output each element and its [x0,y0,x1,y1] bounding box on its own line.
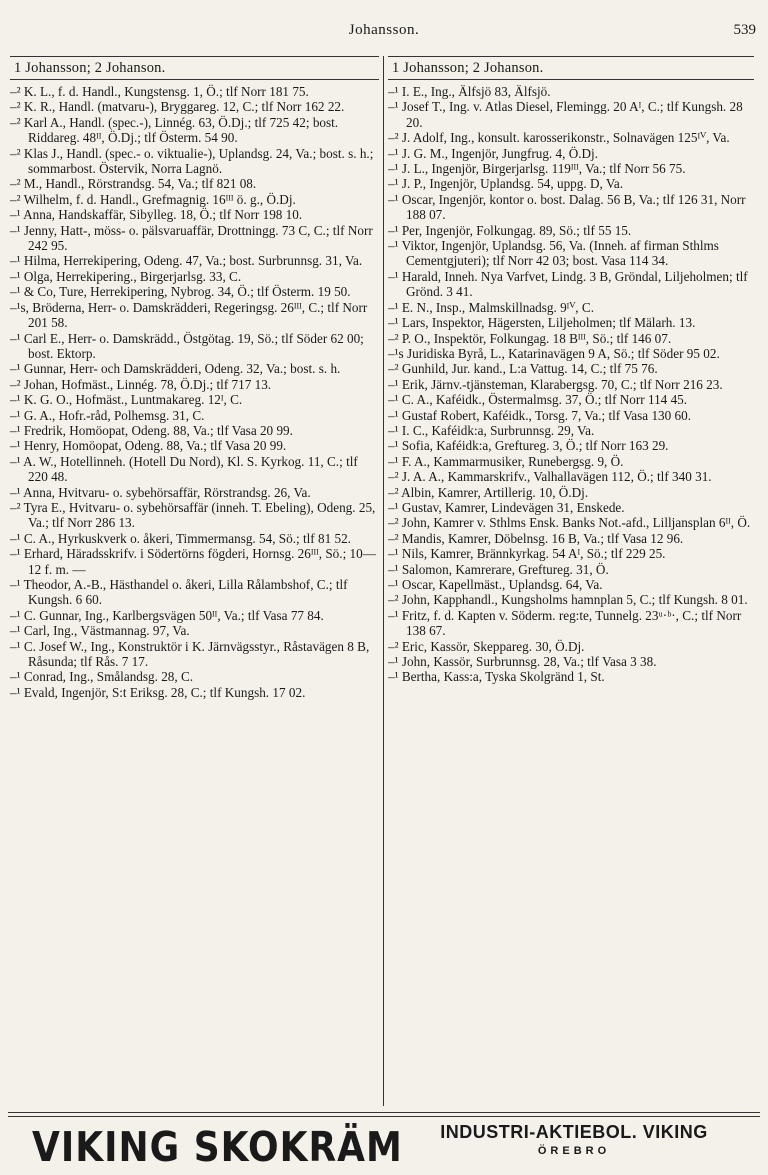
directory-entry: –¹ & Co, Ture, Herrekipering, Nybrog. 34, Ö.; tlf Österm. 19 50. [10,284,351,300]
directory-entry: –¹ Theodor, A.-B., Hästhandel o. åkeri, Lilla Rålambshof, C.; tlf Kungsh. 6 60. [10,577,348,608]
directory-entry: –² Mandis, Kamrer, Döbelnsg. 16 B, Va.; tlf Vasa 12 96. [388,530,684,546]
directory-entry: –¹ Harald, Inneh. Nya Varfvet, Lindg. 3 B, Gröndal, Liljeholmen; tlf Grönd. 3 41. [388,268,748,300]
directory-entry: –¹ Lars, Inspektor, Hägersten, Liljeholmen; tlf Mälarh. 13. [388,315,696,331]
directory-entry: –¹ E. N., Insp., Malmskillnadsg. 9ᴵⱽ, C. [388,299,594,315]
advertisement-company-city: ÖREBRO [537,1145,611,1157]
directory-entry: –¹ Carl, Ing., Västmannag. 97, Va. [10,623,190,639]
directory-entry: –¹ Anna, Hvitvaru- o. sybehörsaffär, Rörstrandsg. 26, Va. [10,484,311,500]
directory-entry: –² Albin, Kamrer, Artillerig. 10, Ö.Dj. [388,484,589,500]
running-head: Johansson. [348,22,420,38]
directory-entry: –¹ I. C., Kaféidk:a, Surbrunnsg. 29, Va. [388,422,595,438]
directory-entry: –¹ Gunnar, Herr- och Damskrädderi, Odeng. 32, Va.; bost. s. h. [10,361,341,377]
directory-entry: –¹ Hilma, Herrekipering, Odeng. 47, Va.; bost. Surbrunnsg. 31, Va. [10,253,363,269]
directory-entry: –¹ F. A., Kammarmusiker, Runebergsg. 9, Ö. [388,453,624,469]
directory-entry: –¹ K. G. O., Hofmäst., Luntmakareg. 12ᴵ, C. [10,392,243,408]
right-entry-list [388,84,754,685]
directory-entry: –¹ C. A., Hyrkuskverk o. åkeri, Timmermansg. 54, Sö.; tlf 81 52. [10,530,351,546]
directory-entry: –¹s, Bröderna, Herr- o. Damskrädderi, Regeringsg. 26ᴵᴵᴵ, C.; tlf Norr 201 58. [10,299,368,331]
directory-entry: –¹ J. L., Ingenjör, Birgerjarlsg. 119ᴵᴵᴵ, Va.; tlf Norr 56 75. [388,161,686,177]
directory-entry: –¹ Erhard, Häradsskrifv. i Södertörns fögderi, Hornsg. 26ᴵᴵᴵ, Sö.; 10—12 f. m. — [10,546,376,577]
directory-entry: –¹ Olga, Herrekipering., Birgerjarlsg. 33, C. [10,268,242,284]
directory-entry: –² Klas J., Handl. (spec.- o. viktualie-), Uplandsg. 24, Va.; bost. s. h.; sommarbost. Östervik, Norra Lagnö. [10,145,374,177]
directory-entry: –² J. A. A., Kammarskrifv., Valhallavägen 112, Ö.; tlf 340 31. [388,469,712,485]
directory-entry: –¹ C. Gunnar, Ing., Karlbergsvägen 50ᴵᴵ, Va.; tlf Vasa 77 84. [10,607,324,623]
directory-entry: –¹ Gustaf Robert, Kaféidk., Torsg. 7, Va.; tlf Vasa 130 60. [388,407,692,423]
directory-entry: –¹ Josef T., Ing. v. Atlas Diesel, Flemingg. 20 Aᴵ, C.; tlf Kungsh. 28 20. [388,99,743,130]
directory-entry: –¹s Juridiska Byrå, L., Katarinavägen 9 A, Sö.; tlf Söder 95 02. [388,345,720,361]
directory-entry: –² Wilhelm, f. d. Handl., Grefmagnig. 16ᴵᴵᴵ ö. g., Ö.Dj. [10,191,296,207]
directory-columns [8,56,760,1106]
directory-entry: –¹ J. G. M., Ingenjör, Jungfrug. 4, Ö.Dj. [388,145,599,161]
directory-entry: –¹ Fritz, f. d. Kapten v. Söderm. reg:te, Tunnelg. 23ᵘ·ᵇ·, C.; tlf Norr 138 67. [388,607,742,639]
directory-entry: –¹ Nils, Kamrer, Brännkyrkag. 54 Aᴵ, Sö.; tlf 229 25. [388,546,666,562]
directory-entry: –¹ Viktor, Ingenjör, Uplandsg. 56, Va. (Inneh. af firman Sthlms Cementgjuteri); tlf Norr 42 03; bost. Vasa 114 34. [388,238,719,269]
advertisement-company [424,1122,724,1157]
directory-entry: –¹ Oscar, Ingenjör, kontor o. bost. Dalag. 56 B, Va.; tlf 126 31, Norr 188 07. [388,191,746,223]
directory-entry: –¹ J. P., Ingenjör, Uplandsg. 54, uppg. D, Va. [388,176,624,192]
directory-entry: –² Johan, Hofmäst., Linnég. 78, Ö.Dj.; tlf 717 13. [10,376,272,392]
left-entry-list [10,84,379,700]
footer-rule-bottom [8,1116,760,1117]
directory-entry: –² Gunhild, Jur. kand., L:a Vattug. 14, C.; tlf 75 76. [388,361,658,377]
left-column-head: 1 Johansson; 2 Johanson. [10,56,379,80]
directory-entry: –² K. L., f. d. Handl., Kungstensg. 1, Ö.; tlf Norr 181 75. [10,84,309,99]
directory-entry: –² Karl A., Handl. (spec.-), Linnég. 63, Ö.Dj.; tlf 725 42; bost. Riddareg. 48ᴵᴵ, Ö.Dj.; tlf Österm. 54 90. [10,114,339,146]
directory-entry: –¹ I. E., Ing., Älfsjö 83, Älfsjö. [388,84,551,99]
directory-entry: –² John, Kapphandl., Kungsholms hamnplan 5, C.; tlf Kungsh. 8 01. [388,592,748,608]
footer-rule-top [8,1112,760,1113]
right-column-head: 1 Johansson; 2 Johanson. [388,56,754,80]
directory-entry: –¹ Oscar, Kapellmäst., Uplandsg. 64, Va. [388,577,603,592]
directory-entry: –² K. R., Handl. (matvaru-), Bryggareg. 12, C.; tlf Norr 162 22. [10,99,345,115]
directory-entry: –¹ A. W., Hotellinneh. (Hotell Du Nord), Kl. S. Kyrkog. 11, C.; tlf 220 48. [10,453,358,485]
advertisement-brand: VIKING SKOKRÄM [32,1124,403,1172]
directory-entry: –² M., Handl., Rörstrandsg. 54, Va.; tlf 821 08. [10,176,257,192]
page-number: 539 [733,22,756,38]
directory-entry: –¹ C. A., Kaféidk., Östermalmsg. 37, Ö.; tlf Norr 114 45. [388,392,688,408]
directory-entry: –¹ Henry, Homöopat, Odeng. 88, Va.; tlf Vasa 20 99. [10,438,287,454]
directory-entry: –² P. O., Inspektör, Folkungag. 18 Bᴵᴵᴵ, Sö.; tlf 146 07. [388,330,672,346]
directory-entry: –¹ Erik, Järnv.-tjänsteman, Klarabergsg. 70, C.; tlf Norr 216 23. [388,376,723,392]
directory-entry: –¹ Fredrik, Homöopat, Odeng. 88, Va.; tlf Vasa 20 99. [10,422,293,438]
directory-entry: –¹ Jenny, Hatt-, möss- o. pälsvaruaffär, Drottningg. 73 C, C.; tlf Norr 242 95. [10,222,373,254]
directory-entry: –¹ Salomon, Kamrerare, Greftureg. 31, Ö. [388,561,609,577]
directory-entry: –¹ Evald, Ingenjör, S:t Eriksg. 28, C.; tlf Kungsh. 17 02. [10,684,306,700]
right-column [383,56,758,1106]
directory-entry: –¹ Carl E., Herr- o. Damskrädd., Östgötag. 19, Sö.; tlf Söder 62 00; bost. Ektorp. [10,330,364,361]
directory-entry: –² Eric, Kassör, Skeppareg. 30, Ö.Dj. [388,638,585,654]
directory-entry: –¹ Gustav, Kamrer, Lindevägen 31, Enskede. [388,499,625,515]
left-column [8,56,383,1106]
directory-entry: –¹ Sofia, Kaféidk:a, Greftureg. 3, Ö.; tlf Norr 163 29. [388,438,669,454]
directory-entry: –¹ C. Josef W., Ing., Konstruktör i K. Järnvägsstyr., Råstavägen 8 B, Råsunda; tlf Rås. 7 17. [10,638,370,670]
directory-entry: –¹ Anna, Handskaffär, Sibylleg. 18, Ö.; tlf Norr 198 10. [10,207,303,223]
directory-entry: –² Tyra E., Hvitvaru- o. sybehörsaffär (inneh. T. Ebeling), Odeng. 25, Va.; tlf Norr 286 13. [10,499,376,531]
directory-entry: –¹ Per, Ingenjör, Folkungag. 89, Sö.; tlf 55 15. [388,222,632,238]
directory-entry: –¹ Conrad, Ing., Smålandsg. 28, C. [10,669,194,685]
directory-entry: –¹ John, Kassör, Surbrunnsg. 28, Va.; tlf Vasa 3 38. [388,654,657,670]
advertisement-company-name: INDUSTRI-AKTIEBOL. VIKING [440,1122,708,1142]
directory-entry: –² John, Kamrer v. Sthlms Ensk. Banks Not.-afd., Lilljansplan 6ᴵᴵ, Ö. [388,515,751,531]
directory-entry: –¹ G. A., Hofr.-råd, Polhemsg. 31, C. [10,407,205,423]
directory-entry: –² J. Adolf, Ing., konsult. karosserikonstr., Solnavägen 125ᴵⱽ, Va. [388,130,730,146]
directory-entry: –¹ Bertha, Kass:a, Tyska Skolgränd 1, St. [388,669,605,685]
